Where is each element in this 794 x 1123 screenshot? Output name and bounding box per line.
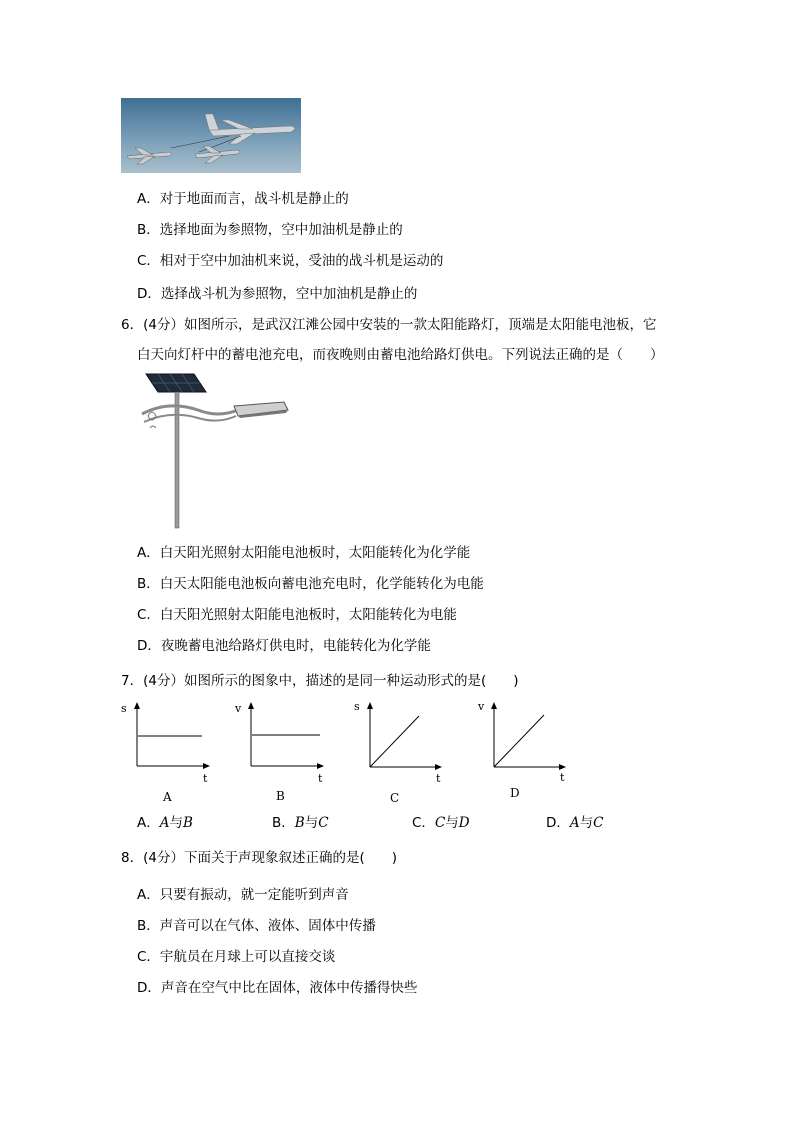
q7-graph-b	[232, 700, 332, 805]
q5-option-b: B．选择地面为参照物，空中加油机是静止的	[137, 222, 403, 238]
q7-graph-b-caption: B	[276, 789, 285, 803]
q7-graph-a	[118, 700, 218, 805]
q8-option-d: D．声音在空气中比在固体，液体中传播得快些	[137, 980, 418, 996]
q7-graph-c-ylabel: s	[354, 700, 360, 713]
q7-graph-b-ylabel: v	[235, 702, 242, 715]
q8-option-c: C．宇航员在月球上可以直接交谈	[137, 949, 336, 965]
q6-option-b: B．白天太阳能电池板向蓄电池充电时，化学能转化为电能	[137, 576, 484, 592]
q7-graph-d-caption: D	[510, 786, 520, 800]
q5-option-a: A．对于地面而言，战斗机是静止的	[137, 191, 349, 207]
q6-option-c: C．白天阳光照射太阳能电池板时，太阳能转化为电能	[137, 607, 457, 623]
q7-option-c: C．C与D	[412, 815, 470, 831]
q7-graph-d-ylabel: v	[478, 700, 485, 713]
q7-option-d: D．A与C	[546, 815, 604, 831]
q5-option-d: D．选择战斗机为参照物，空中加油机是静止的	[137, 286, 418, 302]
q7-graph-c-caption: C	[390, 791, 400, 805]
q7-graph-c	[350, 698, 450, 806]
q6-stem-line1: 6．(4分）如图所示，是武汉江滩公园中安装的一款太阳能路灯，顶端是太阳能电池板，它	[121, 317, 657, 333]
q6-option-d: D．夜晚蓄电池给路灯供电时，电能转化为化学能	[137, 638, 431, 654]
q7-option-a: A．A与B	[137, 815, 193, 831]
q8-option-b: B．声音可以在气体、液体、固体中传播	[137, 918, 376, 934]
q5-option-c: C．相对于空中加油机来说，受油的战斗机是运动的	[137, 253, 444, 269]
q8-stem: 8．(4分）下面关于声现象叙述正确的是( )	[121, 850, 397, 866]
q7-graph-a-ylabel: s	[121, 702, 127, 715]
q6-stem-line2: 白天向灯杆中的蓄电池充电，而夜晚则由蓄电池给路灯供电。下列说法正确的是（ ）	[137, 347, 664, 363]
q7-option-b: B．B与C	[272, 815, 329, 831]
q8-option-a: A．只要有振动，就一定能听到声音	[137, 887, 349, 903]
q7-graph-c-line	[370, 716, 419, 767]
q6-option-a: A．白天阳光照射太阳能电池板时，太阳能转化为化学能	[137, 545, 471, 561]
q7-graph-d-line	[494, 715, 544, 767]
solar-street-lamp-illustration	[138, 370, 293, 530]
q7-graph-d	[474, 698, 574, 804]
q7-graph-d-xlabel: t	[560, 771, 565, 784]
q7-graph-c-xlabel: t	[436, 772, 441, 785]
q7-graph-a-caption: A	[163, 790, 172, 804]
q7-graph-b-xlabel: t	[318, 772, 323, 785]
q7-graph-a-xlabel: t	[203, 772, 208, 785]
refueling-aircraft-photo	[121, 98, 301, 173]
q7-stem: 7．(4分）如图所示的图象中，描述的是同一种运动形式的是( )	[121, 673, 519, 689]
